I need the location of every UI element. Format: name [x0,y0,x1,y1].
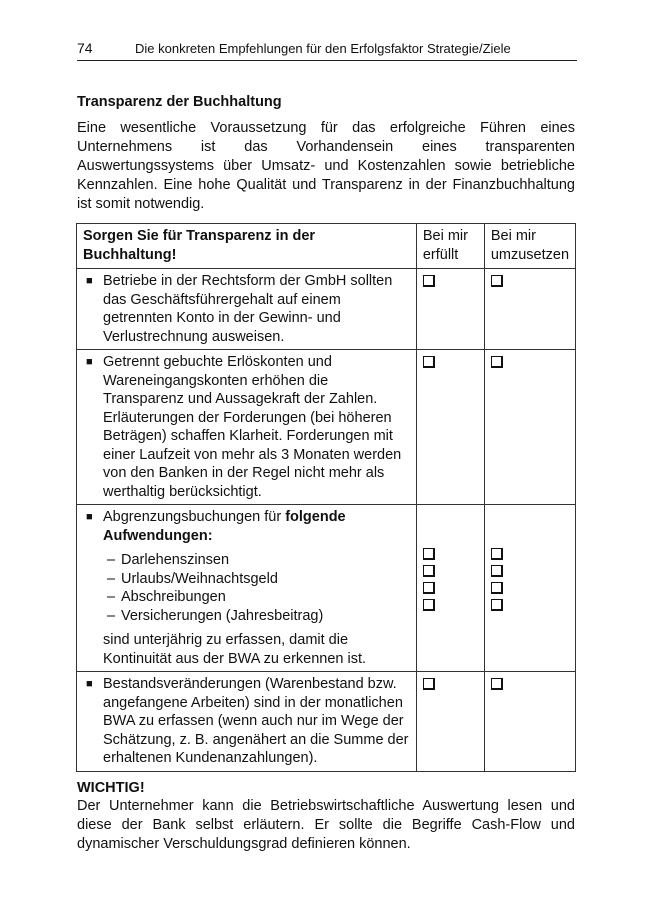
page-number: 74 [77,40,93,56]
item-text: Getrennt gebuchte Erlöskonten und Wareneingangskonten erhöhen die Transparenz und Aussagekraft der Zahlen. [103,354,378,407]
bullet-icon: ■ [86,678,93,690]
checkbox-to-implement[interactable] [491,582,503,594]
section-heading: Transparenz der Buchhaltung [77,94,282,110]
checkbox-to-implement[interactable] [491,356,503,368]
checkbox-to-implement[interactable] [491,275,503,287]
checklist-row [77,269,576,350]
item-text-bold: folgende Aufwendungen: [103,509,346,544]
checklist-item [77,505,417,672]
checklist-row [77,672,576,772]
expense-list-item: – Urlaubs/Weihnachtsgeld [107,570,278,587]
checkbox-to-implement[interactable] [491,565,503,577]
checklist-heading: Sorgen Sie für Transparenz in der Buchhaltung! [77,224,417,269]
expense-list-item: – Abschreibungen [107,589,226,605]
item-text: Abgrenzungsbuchungen für [103,509,286,525]
item-text-continued: Erläuterungen der Forderungen (bei höheren Beträgen) schaffen Klarheit. Forderungen mit einer Laufzeit von mehr als 3 Monaten werden von den Banken in der Regel nicht mehr als werthaltig berücksichtigt. [103,409,402,500]
checklist-item [77,269,417,350]
checkbox-to-implement[interactable] [491,599,503,611]
item-text-after: sind unterjährig zu erfassen, damit die Kontinuität aus der BWA zu erkennen ist. [103,632,367,667]
column-header-to-implement: Bei mir umzusetzen [484,224,575,269]
checkbox-to-implement[interactable] [491,548,503,560]
checklist-item [77,672,417,772]
running-head [77,38,577,61]
checkbox-to-implement[interactable] [491,678,503,690]
item-text: Bestandsveränderungen (Warenbestand bzw. angefangene Arbeiten) sind in der monatlichen BWA zu erfassen (wenn auch nur im Wege der Schätzung, z. B. angenähert an die Summe der erhaltenen Kundenanzahlungen). [103,676,409,766]
checkbox-fulfilled[interactable] [423,565,435,577]
checkbox-fulfilled[interactable] [423,599,435,611]
expense-list-item: – Versicherungen (Jahresbeitrag) [107,607,324,624]
bullet-icon: ■ [86,356,93,368]
checkbox-fulfilled[interactable] [423,548,435,560]
checklist-row [77,350,576,505]
running-head-title: Die konkreten Empfehlungen für den Erfolgsfaktor Strategie/Ziele [135,41,511,56]
bullet-icon: ■ [86,275,93,287]
important-text: Der Unternehmer kann die Betriebswirtschaftliche Auswertung lesen und diese der Bank selbst erläutern. Er sollte die Begriffe Cash-Flow und dynamischer Verschuldungsgrad definieren können. [77,798,575,852]
checklist-header-row [77,224,576,269]
checklist-row [77,505,576,672]
checkbox-fulfilled[interactable] [423,275,435,287]
expense-list-item: – Darlehenszinsen [107,552,230,568]
item-text: Betriebe in der Rechtsform der GmbH sollten das Geschäftsführergehalt auf einem getrennten Konto in der Gewinn- und Verlustrechnung ausweisen. [103,273,393,345]
checklist-table [76,223,576,772]
expense-list [103,551,410,625]
checkbox-fulfilled[interactable] [423,678,435,690]
important-title: WICHTIG! [77,780,145,796]
bullet-icon: ■ [86,511,93,523]
intro-paragraph: Eine wesentliche Voraussetzung für das erfolgreiche Führen eines Unternehmens ist das Vorhandensein eines transparenten Auswertungssystems über Umsatz- und Kostenzahlen sowie betriebliche Kennzahlen. Eine hohe Qualität und Transparenz in der Finanzbuchhaltung ist somit notwendig. [77,120,575,212]
checkbox-fulfilled[interactable] [423,582,435,594]
checklist-item [77,350,417,505]
column-header-fulfilled: Bei mir erfüllt [416,224,484,269]
checkbox-fulfilled[interactable] [423,356,435,368]
